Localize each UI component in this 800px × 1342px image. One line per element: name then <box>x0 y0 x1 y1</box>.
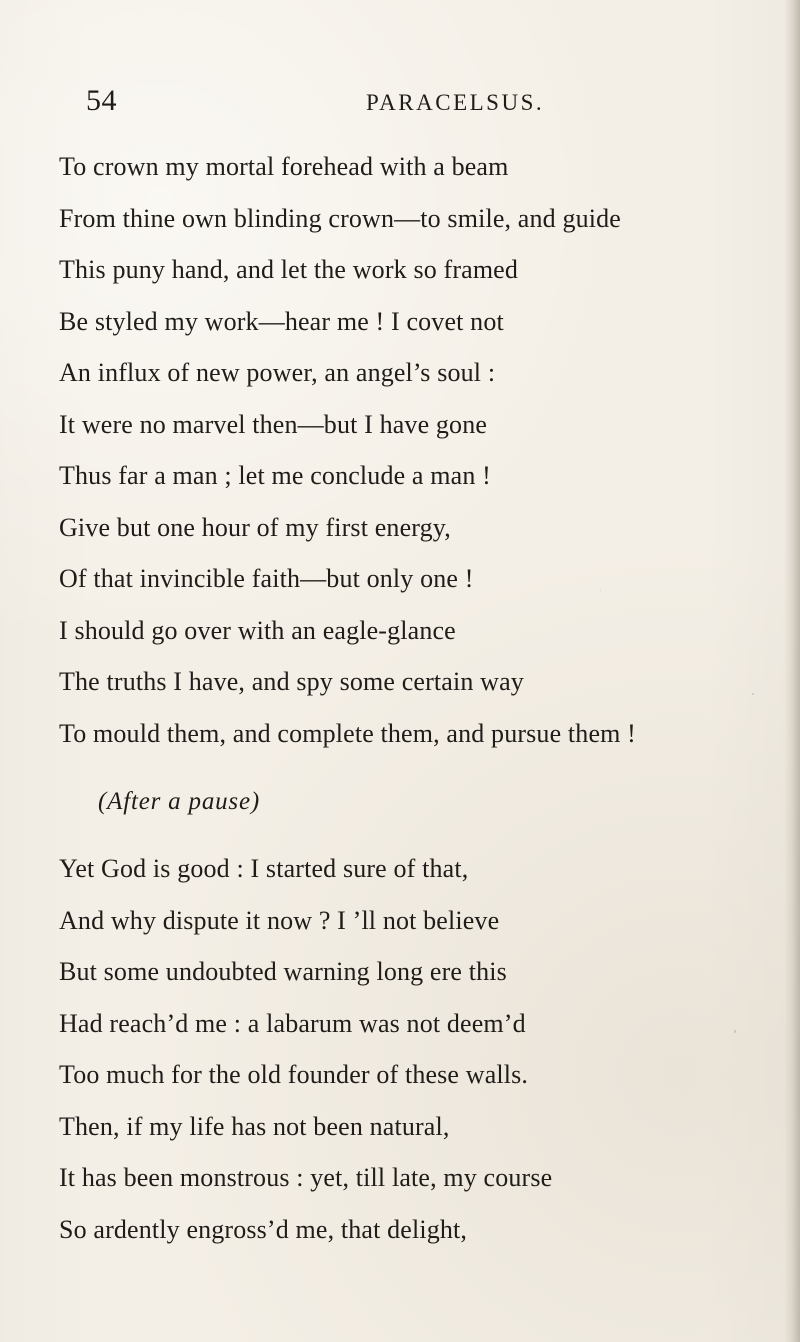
verse-line: Too much for the old founder of these walls. <box>59 1060 529 1089</box>
verse-line: Be styled my work—hear me ! I covet not <box>59 306 504 336</box>
verse-line: And why dispute it now ? I ’ll not believe <box>59 905 500 935</box>
verse-line: From thine own blinding crown—to smile, and guide <box>59 203 621 233</box>
verse-stanza-two <box>59 843 552 1255</box>
verse-line: But some undoubted warning long ere this <box>59 957 507 986</box>
page-number: 54 <box>86 84 117 117</box>
verse-line: This puny hand, and let the work so framed <box>59 255 519 284</box>
verse-line: I should go over with an eagle-glance <box>59 615 456 645</box>
verse-line: Yet God is good : I started sure of that, <box>59 854 469 883</box>
verse-line: Of that invincible faith—but only one ! <box>59 564 474 593</box>
page-header <box>0 0 800 140</box>
paper-speck <box>752 693 754 695</box>
verse-line: So ardently engross’d me, that delight, <box>59 1214 468 1244</box>
verse-line: Give but one hour of my first energy, <box>59 512 451 542</box>
verse-line: Thus far a man ; let me conclude a man ! <box>59 461 491 490</box>
verse-line: The truths I have, and spy some certain way <box>59 667 524 696</box>
verse-line: Then, if my life has not been natural, <box>59 1111 450 1141</box>
paper-speck <box>734 1030 736 1033</box>
verse-line: It has been monstrous : yet, till late, my course <box>59 1163 553 1192</box>
verse-line: To mould them, and complete them, and pursue them ! <box>59 718 636 748</box>
verse-line: It were no marvel then—but I have gone <box>59 409 488 439</box>
verse-line: To crown my mortal forehead with a beam <box>59 152 509 181</box>
verse-stanza-one <box>59 141 636 759</box>
page-edge-shadow <box>784 0 800 1342</box>
verse-line: An influx of new power, an angel’s soul : <box>59 358 496 387</box>
stage-direction: (After a pause) <box>98 788 260 815</box>
verse-line: Had reach’d me : a labarum was not deem’d <box>59 1008 526 1038</box>
running-title: PARACELSUS. <box>366 90 545 115</box>
paper-speck <box>600 590 601 591</box>
